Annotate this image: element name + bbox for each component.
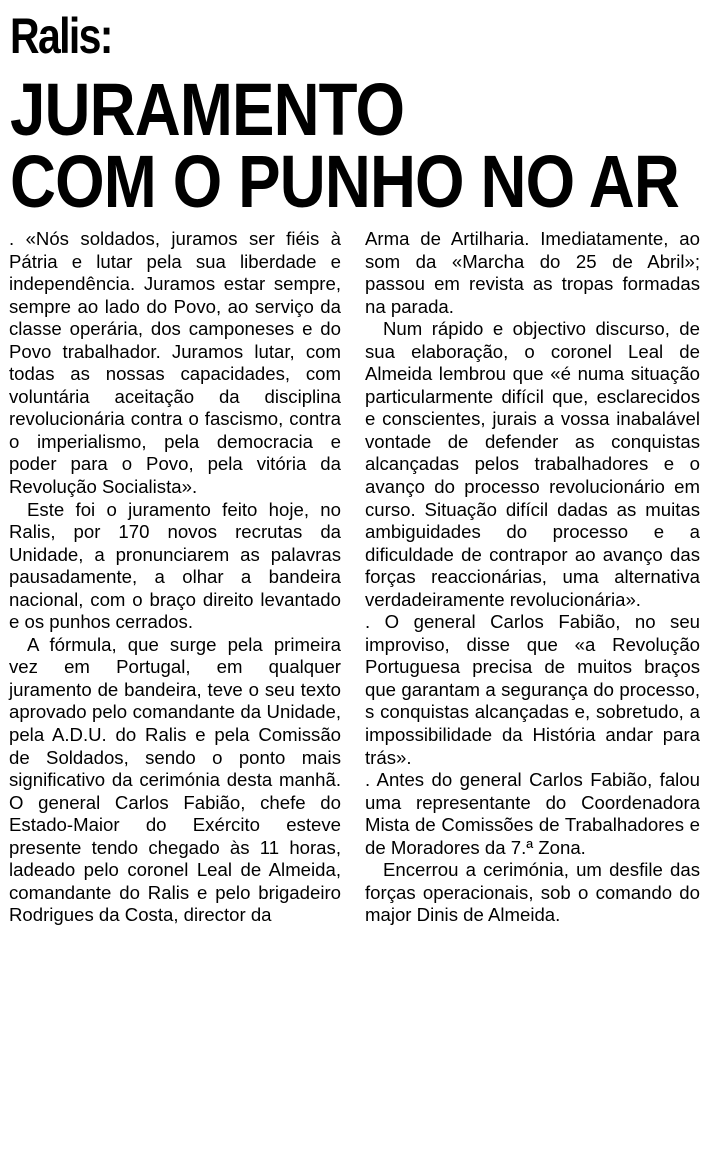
article-kicker: Ralis: bbox=[10, 8, 112, 64]
article-column-right bbox=[365, 228, 700, 927]
paragraph: . «Nós soldados, juramos ser fiéis à Pátria e lutar pela sua liberdade e independência. Juramos estar sempre, sempre ao lado do Povo, ao serviço da classe operária, dos camponeses e do Povo trabalhador. Juramos lutar, com todas as nossas capacidades, com voluntária aceitação da disciplina revolucionária contra o fascismo, contra o imperialismo, pela democracia e poder para o Povo, pela vitória da Revolução Socialista». bbox=[9, 228, 341, 498]
paragraph: Arma de Artilharia. Imediatamente, ao som da «Marcha do 25 de Abril»; passou em revista as tropas formadas na parada. bbox=[365, 228, 700, 317]
article-headline bbox=[10, 68, 679, 223]
paragraph: Este foi o juramento feito hoje, no Ralis, por 170 novos recrutas da Unidade, a pronunciarem as palavras pausadamente, a olhar a bandeira nacional, com o braço direito levantado e os punhos cerrados. bbox=[9, 498, 341, 633]
paragraph: A fórmula, que surge pela primeira vez em Portugal, em qualquer juramento de bandeira, teve o seu texto aprovado pelo comandante da Unidade, pela A.D.U. do Ralis e pela Comissão de Soldados, sendo o ponto mais significativo da cerimónia desta manhã. O general Carlos Fabião, chefe do Estado-Maior do Exército esteve presente tendo chegado às 11 horas, ladeado pelo coronel Leal de Almeida, comandante do Ralis e pelo brigadeiro Rodrigues da Costa, director da bbox=[9, 633, 341, 926]
paragraph: Num rápido e objectivo discurso, de sua elaboração, o coronel Leal de Almeida lembrou que «é numa situação particularmente difícil que, esclarecidos e conscientes, jurais a vossa inabalável vontade de defender as conquistas alcançadas pelos trabalhadores e o avanço do processo revolucionário em curso. Situação difícil dadas as muitas ambiguidades do processo e a dificuldade de contrapor ao avanço das forças reaccionárias, uma alternativa verdadeiramente revolucionária». bbox=[365, 318, 700, 610]
article-column-left bbox=[9, 228, 341, 927]
paragraph: . O general Carlos Fabião, no seu improviso, disse que «a Revolução Portuguesa precisa de muitos braços que garantam a segurança do processo, s conquistas alcançadas e, sobretudo, a impossibilidade da História andar para trás». bbox=[365, 611, 700, 768]
paragraph: . Antes do general Carlos Fabião, falou uma representante do Coordenadora Mista de Comissões de Trabalhadores e de Moradores da 7.ª Zona. bbox=[365, 769, 700, 858]
headline-line-1: JURAMENTO bbox=[10, 68, 405, 151]
headline-line-2: COM O PUNHO NO AR bbox=[10, 140, 679, 223]
paragraph: Encerrou a cerimónia, um desfile das forças operacionais, sob o comando do major Dinis de Almeida. bbox=[365, 859, 700, 926]
